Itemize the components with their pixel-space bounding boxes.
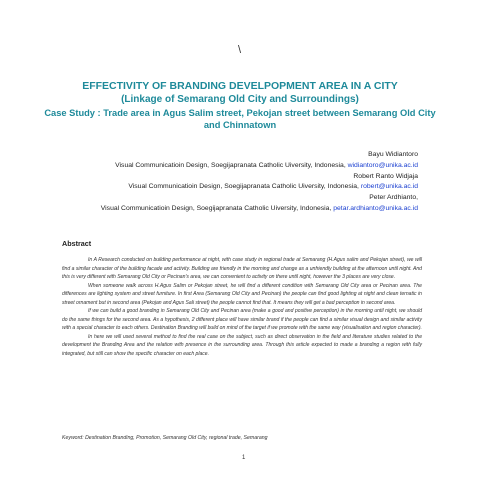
- abstract-paragraph: If we can build a good branding in Semarang Old City and Pecinan area (make a good and positive perception) in the morning until night, we should do the same things for the second area. As a hypothesis, 2 different place will have similar brand if the people can find a similar visual design and similar activity with a special character to each others. Destination Branding will build on mind of the target if we promote with the same way (visualisation and region character).: [62, 308, 422, 332]
- abstract-paragraph: In here we will used several method to find the real case on the subject, such as direct observation in the field and literature studies related to the development the Branding Area and the relation with presence in the surrounding area. Through this article expected to made a branding a region with fully integrated, but still can show the specific character on each place.: [62, 333, 422, 358]
- author-affiliation: [58, 204, 418, 215]
- affiliation-text: Visual Communicatioin Design, Soegijapranata Catholic Uiversity, Indonesia,: [128, 183, 359, 191]
- author-name: Robert Ranto Widjaja: [353, 172, 418, 180]
- paper-subtitle: (Linkage of Semarang Old City and Surroundings): [121, 94, 359, 105]
- keywords-line: Keyword: Destination Branding, Promotion, Semarang Old City, regional trade, Semarang: [62, 435, 268, 441]
- author-name: Bayu Widiantoro: [368, 151, 418, 158]
- page-number: 1: [242, 455, 246, 461]
- affiliation-text: Visual Communicatioin Design, Soegijapranata Catholic Uiversity, Indonesia,: [100, 204, 332, 212]
- abstract-paragraph: In A Research conducted on building performance at night, with case study in regional trade at Semarang (H.Agus salim and Pekojan street), we will find a similar character of the building facade and activity. Building are friendly in the morning and change as a unfriendly building at the afternoon until night. And this is very different with Semarang Old City or Pecinan's area, we can convenient to activity on there until night, however the 3 places are very close.: [62, 257, 422, 281]
- abstract-paragraph: When someone walk across H.Agus Salim or Pekojan street, he will find a different condition with Semarang Old City area or Pecinan area. The differences are lighting system and street furniture. In first Area (Semarang Old City and Pecinan) the people can find good lighting at night and clean ternatic in street ornament but in second area (Pekojan and Agus Sali street) the people cannot find that. It means they will get a bad perception in second area.: [62, 282, 422, 306]
- abstract-body: [62, 256, 422, 359]
- top-mark: \: [238, 44, 242, 56]
- author-list: [58, 150, 418, 215]
- paper-title: EFFECTIVITY OF BRANDING DEVELPOPMENT AREA IN A CITY: [82, 80, 398, 92]
- case-study-line: Case Study : Trade area in Agus Salim street, Pekojan street between Semarang Old City and Chinnatown: [44, 108, 436, 130]
- author-affiliation: [58, 182, 418, 193]
- affiliation-text: Visual Communicatioin Design, Soegijapranata Catholic Uiversity, Indonesia,: [115, 161, 346, 169]
- author-email[interactable]: robert@unika.ac.id: [360, 183, 418, 191]
- abstract-heading: Abstract: [62, 239, 92, 248]
- author-email[interactable]: petar.ardhianto@unika.ac.id: [333, 204, 418, 212]
- author-affiliation: [58, 161, 418, 172]
- title-block: [40, 80, 440, 131]
- author-email[interactable]: widiantoro@unika.ac.id: [347, 161, 418, 169]
- author-name: Peter Ardhianto,: [369, 194, 418, 202]
